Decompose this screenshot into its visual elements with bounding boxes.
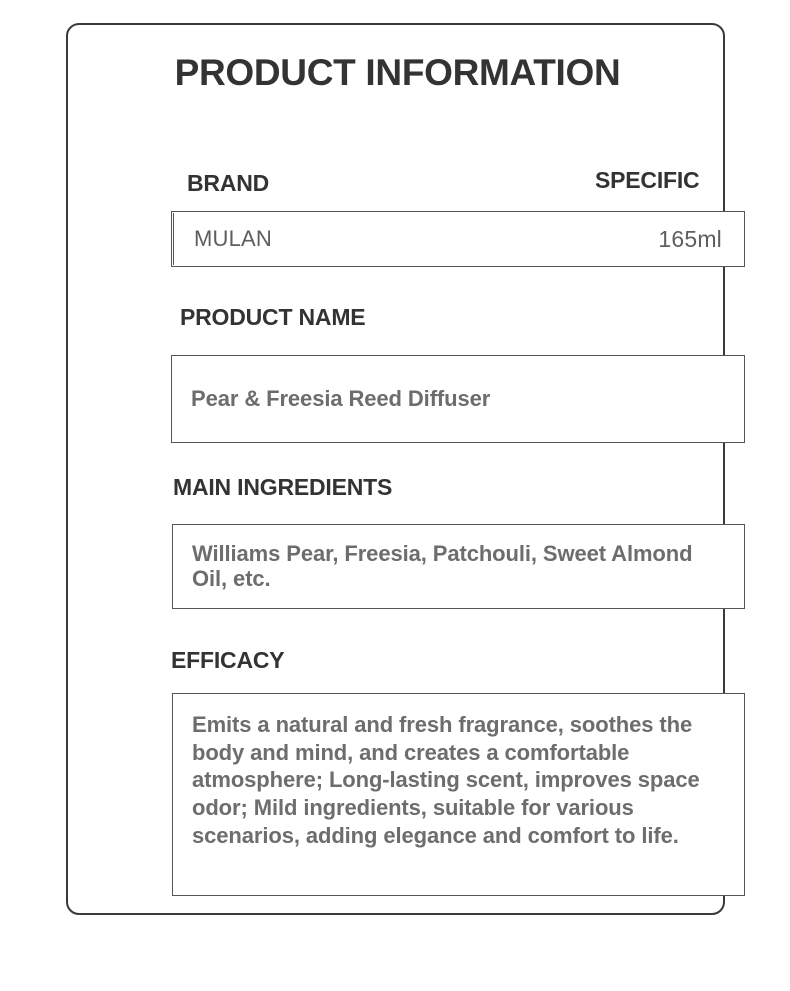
specific-value: 165ml <box>658 225 722 252</box>
product-name-label: PRODUCT NAME <box>180 304 366 330</box>
product-name-value-box <box>171 355 745 443</box>
brand-specific-value-box <box>171 211 745 267</box>
brand-specific-row <box>172 212 744 266</box>
specific-label: SPECIFIC <box>595 167 700 193</box>
product-name-value: Pear & Freesia Reed Diffuser <box>191 386 491 412</box>
efficacy-value: Emits a natural and fresh fragrance, soothes the body and mind, and creates a comfortable atmosphere; Long-lasting scent, improves space odor; Mild ingredients, suitable for various scenarios, adding elegance and comfort to life. <box>192 712 700 848</box>
brand-value: MULAN <box>194 226 273 251</box>
product-information-card <box>66 23 725 915</box>
main-ingredients-value-box <box>172 524 745 609</box>
efficacy-label: EFFICACY <box>171 647 285 673</box>
efficacy-value-box <box>172 693 745 896</box>
main-ingredients-value: Williams Pear, Freesia, Patchouli, Sweet Almond Oil, etc. <box>192 540 693 592</box>
main-ingredients-label: MAIN INGREDIENTS <box>173 474 393 500</box>
brand-label: BRAND <box>187 170 270 196</box>
page-title: PRODUCT INFORMATION <box>174 52 621 93</box>
